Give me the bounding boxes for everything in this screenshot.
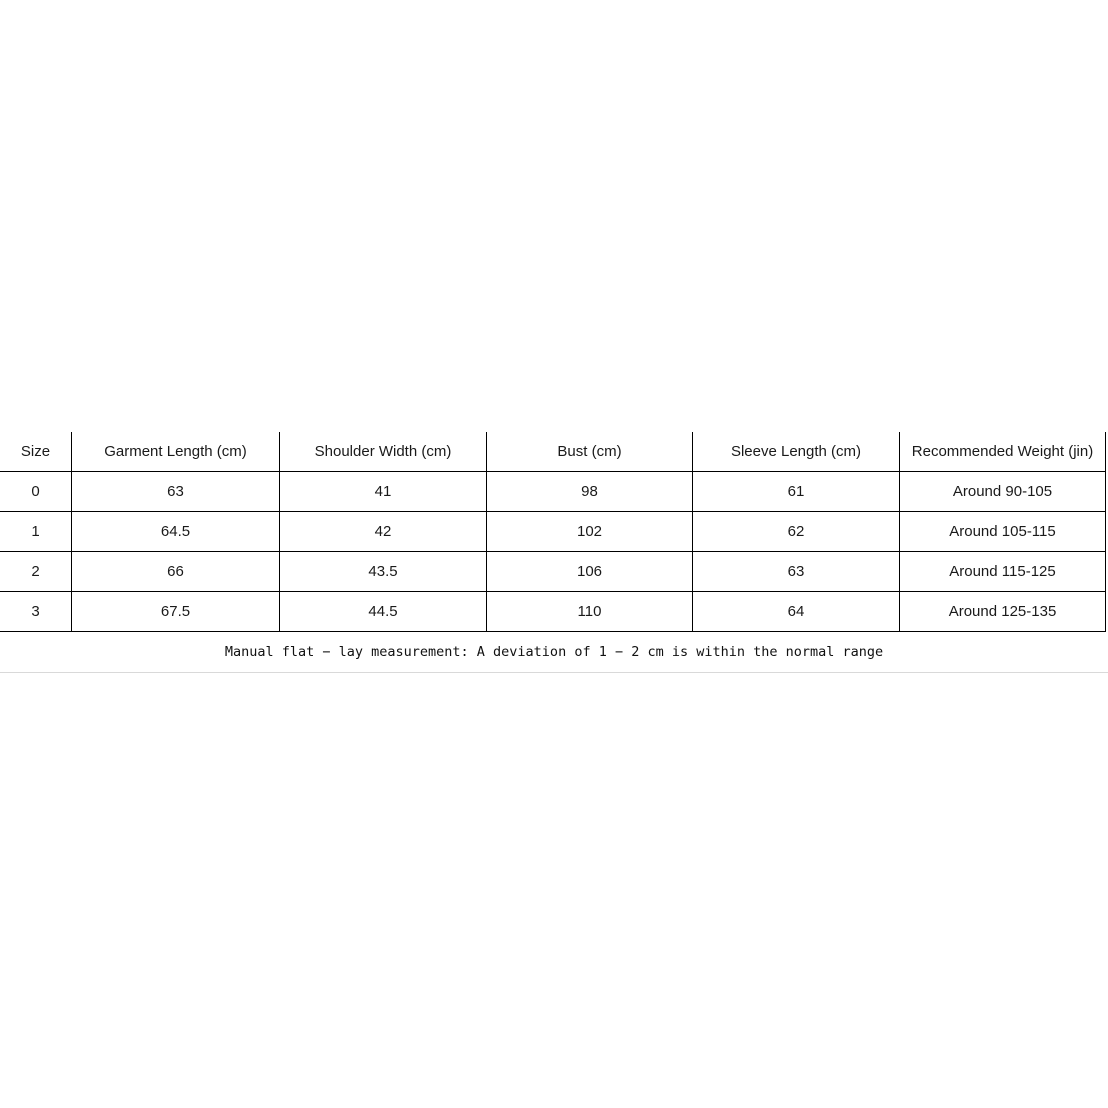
table-cell: 67.5: [72, 592, 280, 632]
table-cell: Around 115-125: [900, 552, 1106, 592]
table-cell: Around 105-115: [900, 512, 1106, 552]
table-cell: 106: [487, 552, 693, 592]
table-cell: 61: [693, 472, 900, 512]
table-cell: 1: [0, 512, 72, 552]
table-cell: 2: [0, 552, 72, 592]
table-cell: 41: [280, 472, 487, 512]
column-header-sleeve-length: Sleeve Length (cm): [693, 432, 900, 472]
table-cell: 63: [693, 552, 900, 592]
table-cell: 64: [693, 592, 900, 632]
column-header-bust: Bust (cm): [487, 432, 693, 472]
table-cell: 66: [72, 552, 280, 592]
table-cell: 110: [487, 592, 693, 632]
table-cell: 62: [693, 512, 900, 552]
table-cell: 42: [280, 512, 487, 552]
column-header-garment-length: Garment Length (cm): [72, 432, 280, 472]
table-cell: Around 125-135: [900, 592, 1106, 632]
column-header-shoulder-width: Shoulder Width (cm): [280, 432, 487, 472]
size-chart-grid: [0, 432, 1106, 632]
table-cell: 3: [0, 592, 72, 632]
size-chart-table: [0, 432, 1106, 673]
table-cell: 43.5: [280, 552, 487, 592]
table-cell: 64.5: [72, 512, 280, 552]
column-header-size: Size: [0, 432, 72, 472]
table-cell: 63: [72, 472, 280, 512]
footnote-row: [0, 632, 1108, 673]
measurement-note: Manual flat − lay measurement: A deviation of 1 − 2 cm is within the normal range: [224, 644, 884, 660]
table-cell: Around 90-105: [900, 472, 1106, 512]
table-cell: 44.5: [280, 592, 487, 632]
table-cell: 98: [487, 472, 693, 512]
table-cell: 0: [0, 472, 72, 512]
column-header-recommended-weight: Recommended Weight (jin): [900, 432, 1106, 472]
table-cell: 102: [487, 512, 693, 552]
